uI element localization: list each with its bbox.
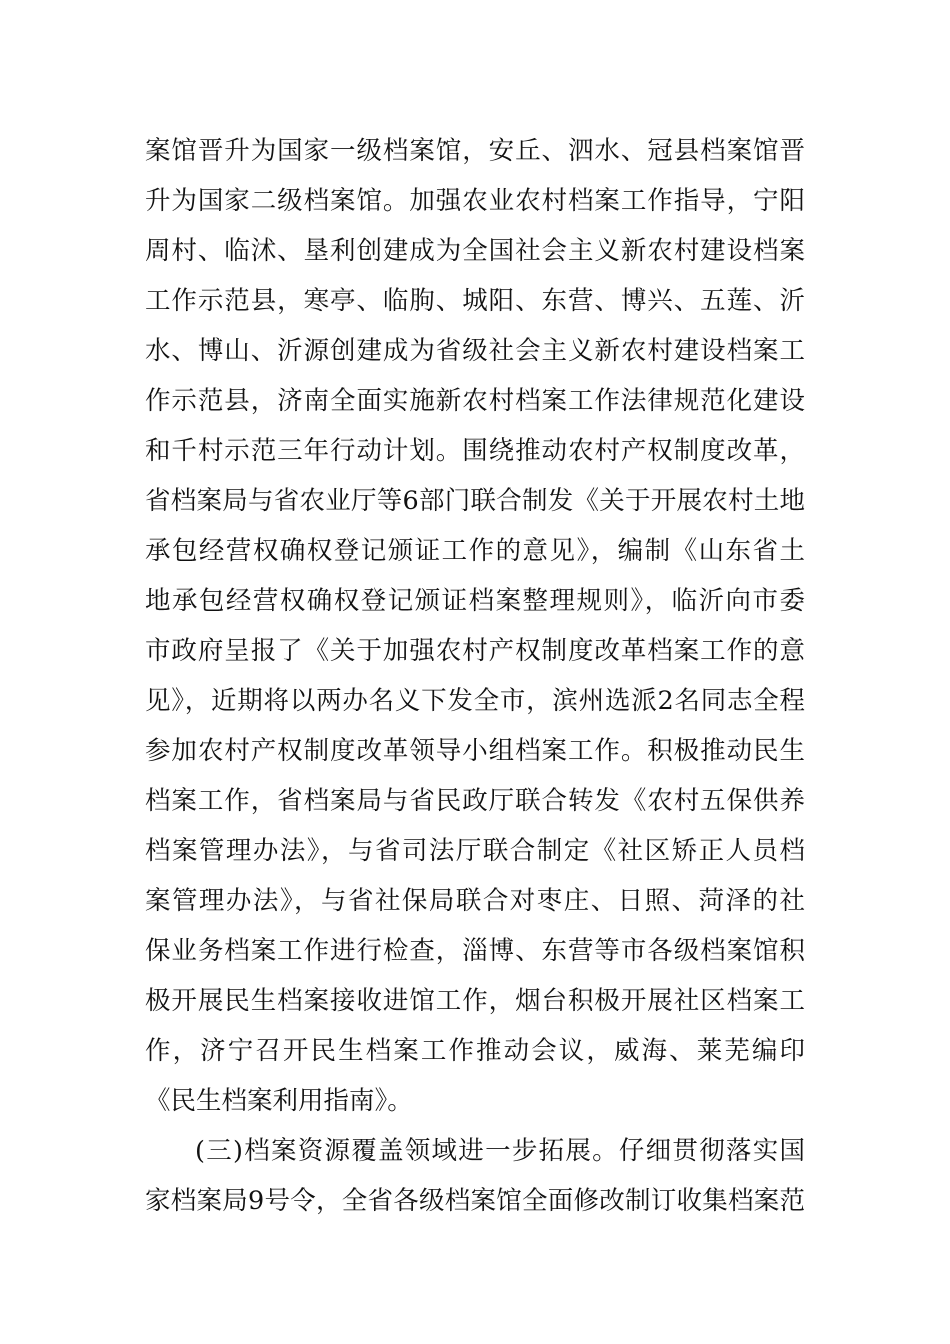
text-line: 和千村示范三年行动计划。围绕推动农村产权制度改革，: [145, 436, 805, 466]
text-line: 周村、临沭、垦利创建成为全国社会主义新农村建设档案: [145, 236, 805, 266]
text-line: 档案管理办法》，与省司法厅联合制定《社区矫正人员档: [145, 836, 805, 866]
text-line: 水、博山、沂源创建成为省级社会主义新农村建设档案工: [145, 336, 805, 366]
text-line: 档案工作，省档案局与省民政厅联合转发《农村五保供养: [145, 786, 805, 816]
section-heading-line: (三)档案资源覆盖领域进一步拓展。仔细贯彻落实国: [195, 1136, 805, 1166]
text-line: 升为国家二级档案馆。加强农业农村档案工作指导，宁阳: [145, 186, 805, 216]
text-line: 《民生档案利用指南》。: [145, 1086, 413, 1116]
text-line: 地承包经营权确权登记颁证档案整理规则》，临沂向市委: [145, 586, 805, 616]
text-line: 极开展民生档案接收进馆工作，烟台积极开展社区档案工: [145, 986, 805, 1016]
text-line: 见》，近期将以两办名义下发全市，滨州选派2名同志全程: [145, 686, 805, 716]
text-line: 家档案局9号令，全省各级档案馆全面修改制订收集档案范: [145, 1186, 805, 1216]
text-line: 省档案局与省农业厅等6部门联合制发《关于开展农村土地: [145, 486, 805, 516]
text-line: 市政府呈报了《关于加强农村产权制度改革档案工作的意: [145, 636, 805, 666]
text-line: 参加农村产权制度改革领导小组档案工作。积极推动民生: [145, 736, 805, 766]
text-line: 承包经营权确权登记颁证工作的意见》，编制《山东省土: [145, 536, 805, 566]
text-line: 保业务档案工作进行检查，淄博、东营等市各级档案馆积: [145, 936, 805, 966]
text-line: 案馆晋升为国家一级档案馆，安丘、泗水、冠县档案馆晋: [145, 136, 805, 166]
text-line: 案管理办法》，与省社保局联合对枣庄、日照、菏泽的社: [145, 886, 805, 916]
text-line: 作，济宁召开民生档案工作推动会议，威海、莱芜编印: [145, 1036, 805, 1066]
text-line: 作示范县，济南全面实施新农村档案工作法律规范化建设: [145, 386, 805, 416]
text-line: 工作示范县，寒亭、临朐、城阳、东营、博兴、五莲、沂: [145, 286, 805, 316]
